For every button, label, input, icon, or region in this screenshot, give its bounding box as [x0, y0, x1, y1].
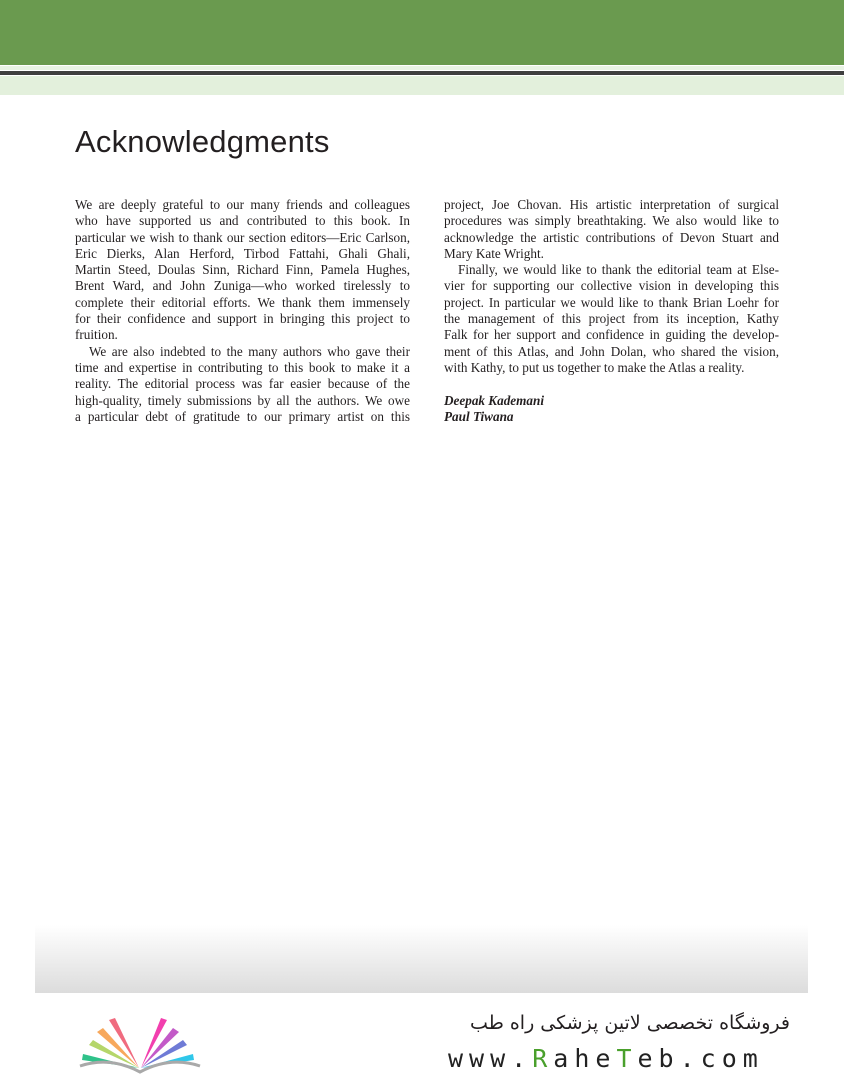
header-divider-dark — [0, 71, 844, 75]
text-line: Mary Kate Wright. — [444, 245, 544, 261]
url-mid: ahe — [553, 1044, 617, 1073]
text-line: project, Joe Chovan. His artistic interpretation of surgical — [444, 197, 779, 212]
text-line: a particular debt of gratitude to our primary artist on this — [75, 408, 410, 424]
signature-name: Deepak Kademani — [444, 392, 544, 408]
header-divider-light — [0, 66, 844, 70]
spacer — [444, 376, 779, 392]
text-line: complete their editorial efforts. We thank them immensely — [75, 294, 410, 310]
text-line: Martin Steed, Doulas Sinn, Richard Finn, Pamela Hughes, — [75, 262, 410, 278]
text-line: ment of this Atlas, and John Dolan, who shared the vision, — [444, 343, 779, 359]
website-url[interactable] — [448, 1044, 764, 1073]
text-line: procedures was simply breathtaking. We also would like to — [444, 213, 779, 229]
right-column — [444, 197, 779, 425]
header-green-band — [0, 0, 844, 65]
text-line: Falk for her support and confidence in guiding the develop- — [444, 327, 779, 343]
text-line: particular we wish to thank our section editors—Eric Carlson, — [75, 229, 410, 245]
text-line: who have supported us and contributed to this book. In — [75, 213, 410, 229]
text-line: reality. The editorial process was far easier because of the — [75, 376, 410, 392]
text-line: We are deeply grateful to our many friends and colleagues — [75, 197, 410, 212]
url-letter-t: T — [616, 1044, 638, 1073]
text-line: Finally, we would like to thank the editorial team at Else- — [458, 262, 779, 278]
text-line: acknowledge the artistic contributions of Devon Stuart and — [444, 229, 779, 245]
text-line: high-quality, timely submissions by all the authors. We owe — [75, 392, 410, 408]
text-line: Brent Ward, and John Zuniga—who worked tirelessly to — [75, 278, 410, 294]
text-line: time and expertise in contributing to this book to make it a — [75, 359, 410, 375]
text-line: Eric Dierks, Alan Herford, Tirbod Fattahi, Ghali Ghali, — [75, 245, 410, 261]
store-name-persian: فروشگاه تخصصی لاتین پزشکی راه طب — [470, 1012, 790, 1034]
left-column — [75, 197, 410, 425]
book-logo-icon — [75, 1010, 205, 1075]
text-line: project. In particular we would like to thank Brian Loehr for — [444, 294, 779, 310]
text-line: vier for supporting our collective vision in developing this — [444, 278, 779, 294]
text-line: We are also indebted to the many authors who gave their — [89, 343, 410, 359]
signature-name: Paul Tiwana — [444, 408, 514, 424]
page-title: Acknowledgments — [75, 124, 330, 159]
text-line: the management of this project from its inception, Kathy — [444, 311, 779, 327]
header-pale-band — [0, 76, 844, 95]
url-prefix: www. — [448, 1044, 533, 1073]
text-line: with Kathy, to put us together to make the Atlas a reality. — [444, 359, 745, 375]
text-line: for their confidence and support in bringing this project to — [75, 311, 410, 327]
url-letter-r: R — [532, 1044, 554, 1073]
url-suffix: eb.com — [637, 1044, 764, 1073]
footer-shade — [35, 925, 808, 993]
text-line: fruition. — [75, 327, 118, 343]
